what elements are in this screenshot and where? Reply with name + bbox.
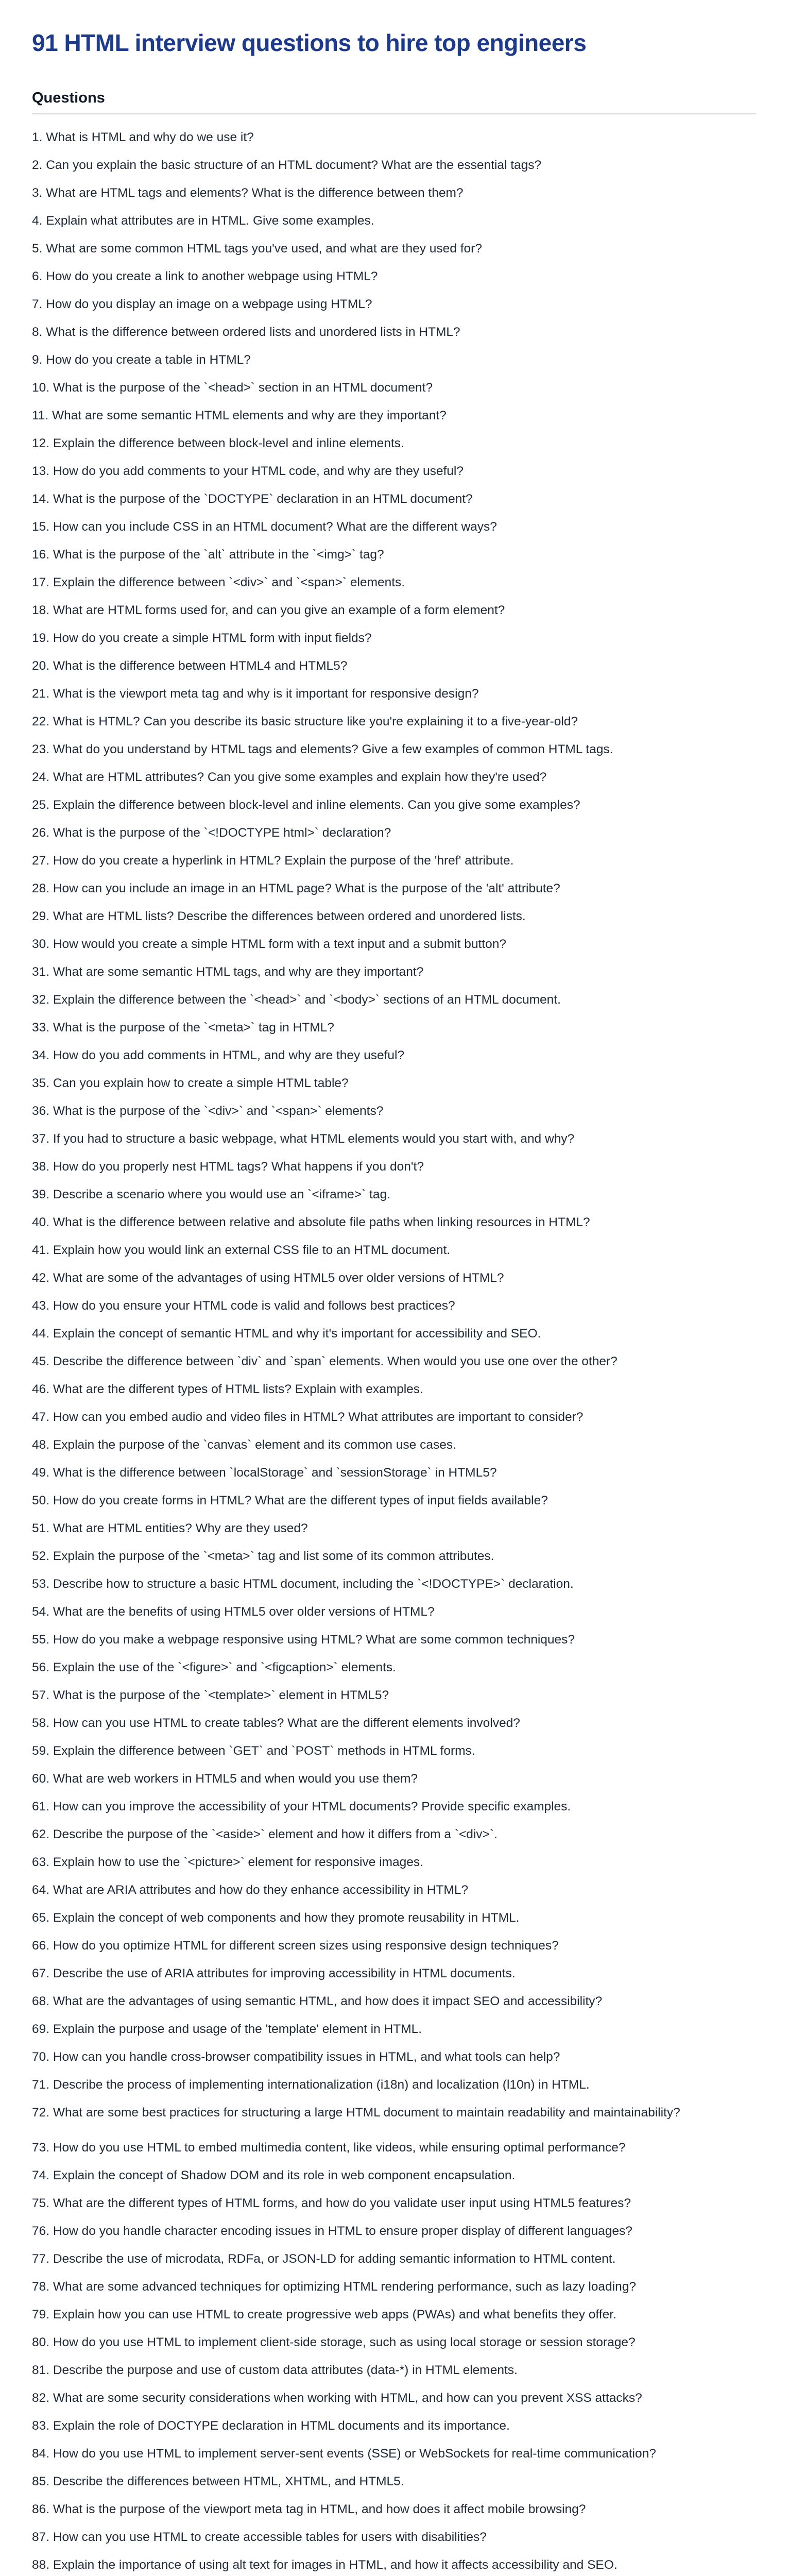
question-item: 21. What is the viewport meta tag and why is it important for responsive design? [32, 687, 479, 701]
question-item: 8. What is the difference between ordered lists and unordered lists in HTML? [32, 325, 460, 339]
question-item: 27. How do you create a hyperlink in HTML? Explain the purpose of the 'href' attribute. [32, 854, 514, 868]
question-item: 35. Can you explain how to create a simple HTML table? [32, 1076, 349, 1090]
question-item: 74. Explain the concept of Shadow DOM and its role in web component encapsulation. [32, 2168, 516, 2182]
question-item: 6. How do you create a link to another webpage using HTML? [32, 269, 378, 283]
question-item: 24. What are HTML attributes? Can you give some examples and explain how they're used? [32, 770, 547, 784]
question-item: 44. Explain the concept of semantic HTML and why it's important for accessibility and SEO. [32, 1327, 541, 1341]
question-item: 80. How do you use HTML to implement client-side storage, such as using local storage or session storage? [32, 2335, 636, 2349]
question-item: 65. Explain the concept of web components and how they promote reusability in HTML. [32, 1911, 520, 1925]
question-item: 56. Explain the use of the `<figure>` and `<figcaption>` elements. [32, 1660, 396, 1674]
question-item: 11. What are some semantic HTML elements and why are they important? [32, 409, 447, 422]
question-item: 14. What is the purpose of the `DOCTYPE` declaration in an HTML document? [32, 492, 473, 506]
question-item: 76. How do you handle character encoding issues in HTML to ensure proper display of different languages? [32, 2224, 632, 2238]
question-item: 57. What is the purpose of the `<template>` element in HTML5? [32, 1688, 389, 1702]
question-item: 7. How do you display an image on a webpage using HTML? [32, 297, 372, 311]
question-item: 82. What are some security considerations when working with HTML, and how can you prevent XSS attacks? [32, 2391, 642, 2405]
question-item: 28. How can you include an image in an HTML page? What is the purpose of the 'alt' attribute? [32, 882, 560, 895]
question-item: 61. How can you improve the accessibility of your HTML documents? Provide specific examples. [32, 1800, 571, 1814]
question-item: 49. What is the difference between `localStorage` and `sessionStorage` in HTML5? [32, 1466, 497, 1480]
page-title: 91 HTML interview questions to hire top engineers [32, 29, 587, 56]
question-item: 81. Describe the purpose and use of custom data attributes (data-*) in HTML elements. [32, 2363, 518, 2377]
question-item: 73. How do you use HTML to embed multimedia content, like videos, while ensuring optimal performance? [32, 2141, 626, 2155]
question-item: 37. If you had to structure a basic webpage, what HTML elements would you start with, and why? [32, 1132, 575, 1146]
question-item: 20. What is the difference between HTML4 and HTML5? [32, 659, 348, 673]
question-item: 45. Describe the difference between `div` and `span` elements. When would you use one over the other? [32, 1354, 618, 1368]
question-item: 10. What is the purpose of the `<head>` section in an HTML document? [32, 381, 433, 395]
question-item: 43. How do you ensure your HTML code is valid and follows best practices? [32, 1299, 455, 1313]
question-list [32, 130, 756, 2576]
question-item: 16. What is the purpose of the `alt` attribute in the `<img>` tag? [32, 548, 384, 562]
question-item: 78. What are some advanced techniques for optimizing HTML rendering performance, such as lazy loading? [32, 2280, 636, 2294]
section-heading: Questions [32, 90, 105, 106]
section-divider [32, 113, 756, 114]
question-item: 29. What are HTML lists? Describe the differences between ordered and unordered lists. [32, 909, 526, 923]
question-item: 69. Explain the purpose and usage of the 'template' element in HTML. [32, 2022, 422, 2036]
question-item: 4. Explain what attributes are in HTML. Give some examples. [32, 214, 374, 228]
question-item: 46. What are the different types of HTML lists? Explain with examples. [32, 1382, 423, 1396]
question-item: 23. What do you understand by HTML tags and elements? Give a few examples of common HTML tags. [32, 742, 613, 756]
question-item: 3. What are HTML tags and elements? What is the difference between them? [32, 186, 464, 200]
question-item: 85. Describe the differences between HTML, XHTML, and HTML5. [32, 2475, 404, 2488]
question-item: 19. How do you create a simple HTML form with input fields? [32, 631, 372, 645]
question-item: 48. Explain the purpose of the `canvas` element and its common use cases. [32, 1438, 456, 1452]
question-item: 9. How do you create a table in HTML? [32, 353, 251, 367]
question-item: 63. Explain how to use the `<picture>` element for responsive images. [32, 1855, 423, 1869]
question-item: 83. Explain the role of DOCTYPE declaration in HTML documents and its importance. [32, 2419, 510, 2433]
question-item: 58. How can you use HTML to create tables? What are the different elements involved? [32, 1716, 520, 1730]
question-item: 47. How can you embed audio and video files in HTML? What attributes are important to consider? [32, 1410, 584, 1424]
question-item: 41. Explain how you would link an external CSS file to an HTML document. [32, 1243, 451, 1257]
question-item: 55. How do you make a webpage responsive using HTML? What are some common techniques? [32, 1633, 575, 1647]
question-item: 51. What are HTML entities? Why are they used? [32, 1521, 308, 1535]
question-item: 40. What is the difference between relative and absolute file paths when linking resources in HTML? [32, 1215, 590, 1229]
question-item: 68. What are the advantages of using semantic HTML, and how does it impact SEO and accessibility? [32, 1994, 603, 2008]
question-item: 50. How do you create forms in HTML? What are the different types of input fields available? [32, 1494, 548, 1507]
question-item: 86. What is the purpose of the viewport meta tag in HTML, and how does it affect mobile browsing? [32, 2502, 586, 2516]
question-item: 71. Describe the process of implementing internationalization (i18n) and localization (l10n) in HTML. [32, 2078, 590, 2092]
question-item: 42. What are some of the advantages of using HTML5 over older versions of HTML? [32, 1271, 504, 1285]
question-item: 59. Explain the difference between `GET` and `POST` methods in HTML forms. [32, 1744, 475, 1758]
question-item: 33. What is the purpose of the `<meta>` tag in HTML? [32, 1021, 334, 1035]
question-item: 87. How can you use HTML to create accessible tables for users with disabilities? [32, 2530, 487, 2544]
question-item: 70. How can you handle cross-browser compatibility issues in HTML, and what tools can help? [32, 2050, 560, 2064]
question-item: 22. What is HTML? Can you describe its basic structure like you're explaining it to a five-year-old? [32, 715, 578, 728]
question-item: 17. Explain the difference between `<div>` and `<span>` elements. [32, 575, 405, 589]
question-item: 62. Describe the purpose of the `<aside>` element and how it differs from a `<div>`. [32, 1827, 498, 1841]
question-item: 88. Explain the importance of using alt text for images in HTML, and how it affects accessibility and SEO. [32, 2558, 618, 2572]
question-item: 2. Can you explain the basic structure of an HTML document? What are the essential tags? [32, 158, 542, 172]
question-item: 84. How do you use HTML to implement server-sent events (SSE) or WebSockets for real-time communication? [32, 2447, 656, 2461]
question-item: 5. What are some common HTML tags you've used, and what are they used for? [32, 242, 482, 256]
question-item: 75. What are the different types of HTML forms, and how do you validate user input using HTML5 features? [32, 2196, 631, 2210]
question-item: 26. What is the purpose of the `<!DOCTYPE html>` declaration? [32, 826, 391, 840]
question-item: 60. What are web workers in HTML5 and when would you use them? [32, 1772, 418, 1786]
question-item: 38. How do you properly nest HTML tags? What happens if you don't? [32, 1160, 424, 1174]
question-item: 79. Explain how you can use HTML to create progressive web apps (PWAs) and what benefits they offer. [32, 2308, 616, 2321]
question-item: 52. Explain the purpose of the `<meta>` tag and list some of its common attributes. [32, 1549, 494, 1563]
question-item: 67. Describe the use of ARIA attributes for improving accessibility in HTML documents. [32, 1967, 516, 1980]
question-item: 34. How do you add comments in HTML, and why are they useful? [32, 1048, 405, 1062]
question-item: 54. What are the benefits of using HTML5 over older versions of HTML? [32, 1605, 435, 1619]
question-item: 31. What are some semantic HTML tags, and why are they important? [32, 965, 424, 979]
question-item: 77. Describe the use of microdata, RDFa, or JSON-LD for adding semantic information to HTML content. [32, 2252, 616, 2266]
question-item: 53. Describe how to structure a basic HTML document, including the `<!DOCTYPE>` declaration. [32, 1577, 574, 1591]
question-item: 39. Describe a scenario where you would use an `<iframe>` tag. [32, 1188, 390, 1201]
question-item: 25. Explain the difference between block-level and inline elements. Can you give some examples? [32, 798, 580, 812]
question-item: 30. How would you create a simple HTML form with a text input and a submit button? [32, 937, 507, 951]
question-item: 1. What is HTML and why do we use it? [32, 130, 254, 144]
question-item: 18. What are HTML forms used for, and can you give an example of a form element? [32, 603, 505, 617]
question-item: 15. How can you include CSS in an HTML document? What are the different ways? [32, 520, 497, 534]
question-item: 72. What are some best practices for structuring a large HTML document to maintain readability and maintainability? [32, 2106, 680, 2120]
question-item: 36. What is the purpose of the `<div>` and `<span>` elements? [32, 1104, 384, 1118]
question-item: 66. How do you optimize HTML for different screen sizes using responsive design techniques? [32, 1939, 559, 1953]
question-item: 12. Explain the difference between block-level and inline elements. [32, 436, 404, 450]
question-item: 13. How do you add comments to your HTML code, and why are they useful? [32, 464, 464, 478]
question-item: 64. What are ARIA attributes and how do they enhance accessibility in HTML? [32, 1883, 469, 1897]
question-item: 32. Explain the difference between the `<head>` and `<body>` sections of an HTML document. [32, 993, 561, 1007]
